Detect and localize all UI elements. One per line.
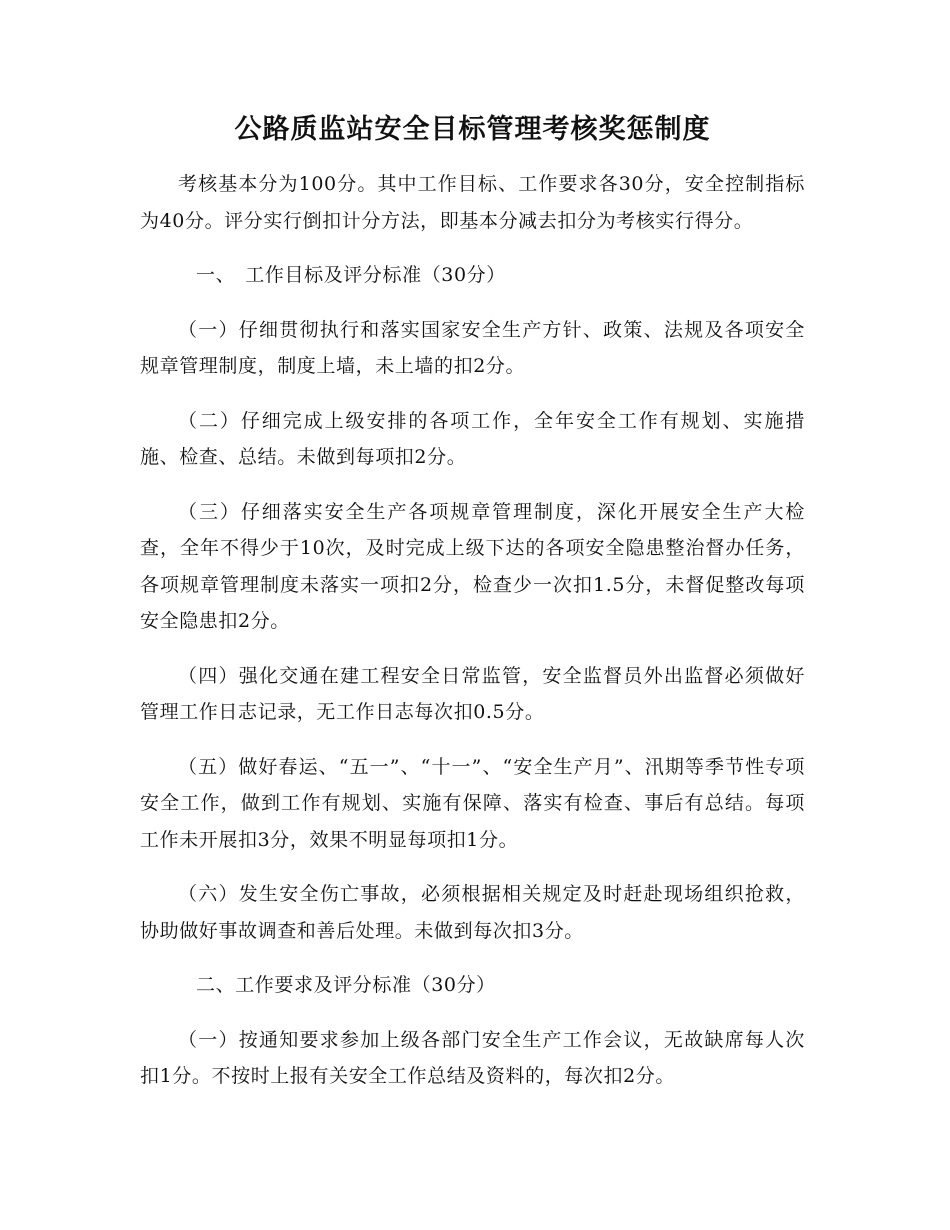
section-1-item-1: （一）仔细贯彻执行和落实国家安全生产方针、政策、法规及各项安全规章管理制度，制度上墙，未上墙的扣2分。 (140, 318, 805, 377)
section-2-item-1: （一）按通知要求参加上级各部门安全生产工作会议，无故缺席每人次扣1分。不按时上报有关安全工作总结及资料的，每次扣2分。 (140, 1028, 805, 1087)
section-2-heading: 二、工作要求及评分标准（30分） (196, 974, 496, 996)
document-page (140, 108, 805, 1095)
section-1-item-6: （六）发生安全伤亡事故，必须根据相关规定及时赶赴现场组织抢救，协助做好事故调查和善后处理。未做到每次扣3分。 (140, 883, 805, 942)
section-1-item-5: （五）做好春运、“五一”、“十一”、“安全生产月”、汛期等季节性专项安全工作，做到工作有规划、实施有保障、落实有检查、事后有总结。每项工作未开展扣3分，效果不明显每项扣1分。 (140, 755, 805, 851)
document-title: 公路质监站安全目标管理考核奖惩制度 (234, 114, 711, 145)
section-1-item-3: （三）仔细落实安全生产各项规章管理制度，深化开展安全生产大检查，全年不得少于10次，及时完成上级下达的各项安全隐患整治督办任务，各项规章管理制度未落实一项扣2分，检查少一次扣1.5分，未督促整改每项安全隐患扣2分。 (140, 500, 805, 632)
section-1-item-4: （四）强化交通在建工程安全日常监管，安全监督员外出监督必须做好管理工作日志记录，无工作日志每次扣0.5分。 (140, 664, 805, 723)
section-1-heading: 一、 工作目标及评分标准（30分） (196, 264, 506, 286)
section-1-item-2: （二）仔细完成上级安排的各项工作，全年安全工作有规划、实施措施、检查、总结。未做到每项扣2分。 (140, 409, 805, 468)
intro-paragraph: 考核基本分为100分。其中工作目标、工作要求各30分，安全控制指标为40分。评分实行倒扣计分方法，即基本分减去扣分为考核实行得分。 (140, 173, 805, 232)
